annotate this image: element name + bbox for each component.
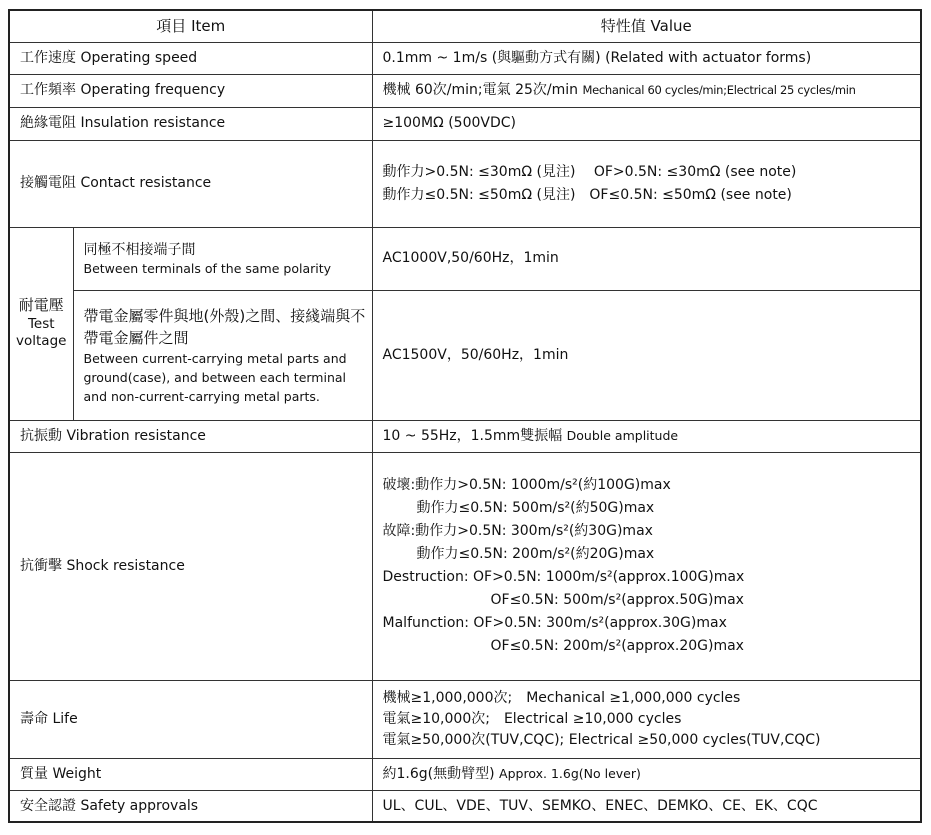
sub-label [73, 290, 372, 420]
value-en: Approx. 1.6g(No lever) [499, 765, 641, 781]
sub-label [73, 227, 372, 290]
table-row [9, 680, 921, 758]
row-label: 抗振動 Vibration resistance [9, 420, 372, 452]
label-en: Test [27, 315, 55, 332]
row-label: 接觸電阻 Contact resistance [9, 140, 372, 227]
value-line: 動作力≤0.5N: ≤50mΩ (見注) OF≤0.5N: ≤50mΩ (see note) [382, 186, 792, 203]
row-value: 0.1mm ~ 1m/s (與驅動方式有關) (Related with actuator forms) [372, 42, 921, 74]
table-row [9, 452, 921, 680]
value-line: Malfunction: OF>0.5N: 300m/s²(approx.30G)max [382, 615, 727, 631]
row-label: 抗衝擊 Shock resistance [9, 452, 372, 680]
table-row [9, 790, 921, 822]
row-value: ≥100MΩ (500VDC) [372, 107, 921, 140]
row-label: 絶緣電阻 Insulation resistance [9, 107, 372, 140]
sub-label-zh: 同極不相接端子間 [83, 242, 196, 258]
table-row [9, 227, 921, 290]
table-row [9, 107, 921, 140]
value-line: 故障:動作力>0.5N: 300m/s²(約30G)max [382, 523, 653, 539]
table-row [9, 290, 921, 420]
row-label: 工作頻率 Operating frequency [9, 74, 372, 107]
row-value: AC1000V,50/60Hz，1min [372, 227, 921, 290]
row-value [372, 140, 921, 227]
label-en: voltage [16, 333, 67, 350]
test-voltage-label [9, 227, 73, 420]
row-label: 壽命 Life [9, 680, 372, 758]
header-value: 特性值 Value [372, 10, 921, 42]
row-value [372, 420, 921, 452]
label-zh: 耐電壓 [18, 296, 64, 315]
value-line: OF≤0.5N: 500m/s²(approx.50G)max [490, 592, 744, 608]
value-line: 電氣≥10,000次; Electrical ≥10,000 cycles [382, 710, 682, 727]
table-row [9, 758, 921, 790]
row-value: AC1500V，50/60Hz，1min [372, 290, 921, 420]
value-main: 約1.6g(無動臂型) [382, 765, 495, 782]
row-label: 質量 Weight [9, 758, 372, 790]
header-row [9, 10, 921, 42]
value-line: 破壞:動作力>0.5N: 1000m/s²(約100G)max [382, 477, 671, 493]
row-value [372, 680, 921, 758]
row-value [372, 758, 921, 790]
table-row [9, 140, 921, 227]
value-line: 電氣≥50,000次(TUV,CQC); Electrical ≥50,000 cycles(TUV,CQC) [382, 731, 821, 748]
value-line: 動作力≤0.5N: 200m/s²(約20G)max [416, 546, 655, 562]
sub-label-zh: 帶電金屬零件與地(外殼)之間、接綫端與不帶電金屬件之間 [83, 306, 366, 347]
row-value: UL、CUL、VDE、TUV、SEMKO、ENEC、DEMKO、CE、EK、CQC [372, 790, 921, 822]
value-line: 機械≥1,000,000次; Mechanical ≥1,000,000 cycles [382, 689, 741, 706]
row-value [372, 74, 921, 107]
row-value [372, 452, 921, 680]
value-line: OF≤0.5N: 200m/s²(approx.20G)max [490, 638, 744, 654]
row-label: 安全認證 Safety approvals [9, 790, 372, 822]
header-item: 項目 Item [9, 10, 372, 42]
value-zh: 機械 60次/min;電氣 25次/min [382, 82, 578, 99]
value-en: Double amplitude [566, 427, 679, 443]
row-label: 工作速度 Operating speed [9, 42, 372, 74]
value-line: Destruction: OF>0.5N: 1000m/s²(approx.100G)max [382, 569, 745, 585]
table-row [9, 420, 921, 452]
sub-label-en: Between terminals of the same polarity [83, 261, 332, 276]
value-main: 10 ~ 55Hz，1.5mm雙振幅 [382, 427, 563, 444]
table-row [9, 74, 921, 107]
value-line: 動作力≤0.5N: 500m/s²(約50G)max [416, 500, 655, 516]
table-row [9, 42, 921, 74]
sub-label-en: Between current-carrying metal parts and ground(case), and between each terminal and non-current-carrying metal parts. [83, 350, 347, 404]
value-en: Mechanical 60 cycles/min;Electrical 25 cycles/min [582, 83, 856, 98]
spec-table [8, 9, 922, 823]
value-line: 動作力>0.5N: ≤30mΩ (見注) OF>0.5N: ≤30mΩ (see note) [382, 163, 797, 180]
